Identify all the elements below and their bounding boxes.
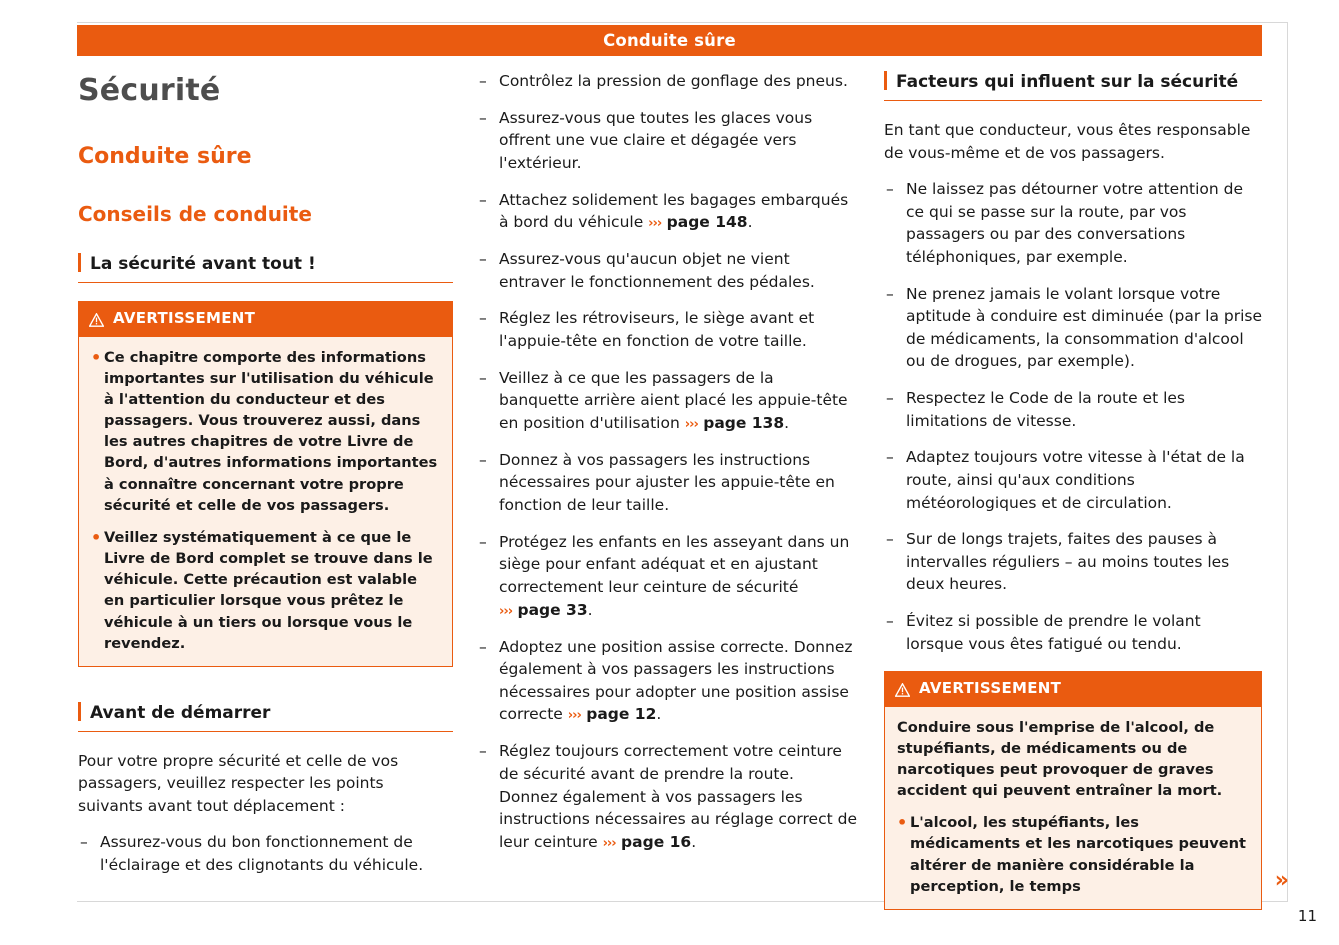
warning-triangle-icon <box>89 312 104 326</box>
checklist-col3 <box>884 178 1262 655</box>
warning-lead: Conduire sous l'emprise de l'alcool, de stupéfiants, de médicaments ou de narcotiques peut provoquer de graves accident qui peuvent entraîner la mort. <box>897 718 1223 800</box>
list-item <box>884 446 1262 514</box>
list-item-text: Adoptez une position assise correcte. Donnez également à vos passagers les instructions nécessaires pour adopter une position assise correcte <box>499 637 853 724</box>
page-number: 11 <box>1297 907 1317 925</box>
list-item: – Protégez les enfants en les asseyant dans un siège pour enfant adéquat et en ajustant correctement leur ceinture de sécurité ››› page 33. <box>477 531 857 622</box>
warning-box-header <box>885 672 1261 706</box>
list-item <box>477 449 857 517</box>
list-item-text: Donnez à vos passagers les instructions nécessaires pour ajuster les appuie-tête en fonction de leur taille. <box>499 450 835 515</box>
list-item-text: Assurez-vous qu'aucun objet ne vient entraver le fonctionnement des pédales. <box>499 250 815 291</box>
intro-paragraph-col3: En tant que conducteur, vous êtes responsable de vous-même et de vos passagers. <box>884 121 1251 162</box>
list-item <box>477 107 857 175</box>
list-item <box>78 831 453 876</box>
list-item-text: Évitez si possible de prendre le volant lorsque vous êtes fatigué ou tendu. <box>906 612 1201 653</box>
list-item: – Attachez solidement les bagages embarqués à bord du véhicule ››› page 148. <box>477 189 857 235</box>
list-item <box>884 610 1262 655</box>
list-item-text: Assurez-vous du bon fonctionnement de l'éclairage et des clignotants du véhicule. <box>100 833 424 874</box>
warning-box-body <box>79 337 452 666</box>
warning-box-header <box>79 302 452 336</box>
chevron-right-icon: ››› <box>567 708 581 724</box>
page-header-title: Conduite sûre <box>603 31 736 50</box>
page-reference[interactable]: ››› page 16 <box>602 832 692 851</box>
page-reference[interactable]: ››› page 138 <box>684 413 785 432</box>
page-reference[interactable]: ››› page 148 <box>648 213 748 232</box>
warning-item: • Veillez systématiquement à ce que le Livre de Bord complet se trouve dans le véhicule. Cette précaution est valable en particulier lorsque vous prêtez le véhicule à un tiers ou lorsque vous le revendez. <box>91 527 440 654</box>
column-three <box>884 70 1262 932</box>
heading-facteurs-securite: Facteurs qui influent sur la sécurité <box>884 70 1262 101</box>
list-item <box>477 248 857 293</box>
warning-item: • L'alcool, les stupéfiants, les médicaments et les narcotiques peuvent altérer de manière considérable la perception, le temps <box>897 812 1249 897</box>
warning-box-body <box>885 707 1261 909</box>
warning-box-label: AVERTISSEMENT <box>113 309 256 328</box>
list-item-text: Ne prenez jamais le volant lorsque votre aptitude à conduire est diminuée (par la prise de médicaments, la consommation d'alcool ou de drogues, par exemple). <box>906 284 1263 371</box>
list-item <box>477 307 857 352</box>
list-item-text: Ne laissez pas détourner votre attention de ce qui se passe sur la route, par vos passagers ou par des conversations téléphoniques, par exemple. <box>906 180 1244 266</box>
list-item <box>884 178 1262 269</box>
column-one <box>78 70 453 891</box>
page-reference[interactable]: ››› page 33 <box>499 600 588 619</box>
warning-box-chapter <box>78 301 453 666</box>
section-title-conduite-sure: Conduite sûre <box>78 143 252 169</box>
list-item: – Réglez toujours correctement votre ceinture de sécurité avant de prendre la route. Donnez également à vos passagers les instructions nécessaires au réglage correct de leur ceinture ››› page 16. <box>477 740 857 853</box>
section-title-conseils: Conseils de conduite <box>78 201 312 226</box>
page-left-margin <box>51 22 77 902</box>
intro-paragraph-col1: Pour votre propre sécurité et celle de vos passagers, veuillez respecter les points suivants avant tout déplacement : <box>78 751 399 815</box>
list-item <box>884 283 1262 374</box>
list-item-text: Veillez à ce que les passagers de la banquette arrière aient placé les appuie-tête en position d'utilisation <box>499 368 848 432</box>
page-title: Sécurité <box>78 73 221 108</box>
list-item <box>884 528 1262 596</box>
list-item: – Veillez à ce que les passagers de la banquette arrière aient placé les appuie-tête en position d'utilisation ››› page 138. <box>477 367 857 435</box>
chevron-right-icon: ››› <box>499 603 513 619</box>
list-item <box>884 387 1262 432</box>
page-header-band <box>77 25 1262 56</box>
list-item-text: Respectez le Code de la route et les limitations de vitesse. <box>906 389 1186 430</box>
column-two <box>477 70 857 868</box>
heading-securite-avant-tout: La sécurité avant tout ! <box>78 252 453 283</box>
checklist-col2 <box>477 70 857 854</box>
warning-box-alcool <box>884 671 1262 910</box>
list-item <box>477 70 857 93</box>
list-item-text: Réglez toujours correctement votre ceinture de sécurité avant de prendre la route. Donnez également à vos passagers les instructions nécessaires au réglage correct de leur ceinture <box>499 742 857 851</box>
chevron-right-icon: ››› <box>602 835 616 851</box>
list-item: – Adoptez une position assise correcte. Donnez également à vos passagers les instructions nécessaires pour adopter une position assise correcte ››› page 12. <box>477 636 857 727</box>
list-item-text: Assurez-vous que toutes les glaces vous offrent une vue claire et dégagée vers l'extérieur. <box>499 108 813 172</box>
list-item-text: Protégez les enfants en les asseyant dans un siège pour enfant adéquat et en ajustant correctement leur ceinture de sécurité <box>499 532 850 596</box>
warning-triangle-icon <box>895 682 910 696</box>
list-item-text: Sur de longs trajets, faites des pauses à intervalles réguliers – au moins toutes les deux heures. <box>906 530 1230 594</box>
chevron-right-icon: ››› <box>648 216 662 232</box>
list-item-text: Contrôlez la pression de gonflage des pneus. <box>499 72 848 90</box>
heading-avant-de-demarrer: Avant de démarrer <box>78 701 453 732</box>
warning-item: • Ce chapitre comporte des informations importantes sur l'utilisation du véhicule à l'attention du conducteur et des passagers. Vous trouverez aussi, dans les autres chapitres de votre Livre de Bord, d'autres informations importantes à connaître concernant votre propre sécurité et celle de vos passagers. <box>91 347 440 516</box>
checklist-col1 <box>78 831 453 876</box>
page-reference[interactable]: ››› page 12 <box>567 705 657 724</box>
list-item-text: Adaptez toujours votre vitesse à l'état de la route, ainsi qu'aux conditions météorologiques et de circulation. <box>906 448 1245 512</box>
warning-box-label: AVERTISSEMENT <box>919 679 1062 698</box>
list-item-text: Réglez les rétroviseurs, le siège avant et l'appuie-tête en fonction de votre taille. <box>499 309 815 350</box>
chevron-right-icon: ››› <box>684 416 698 432</box>
list-item-text: Attachez solidement les bagages embarqués à bord du véhicule <box>499 190 849 232</box>
continuation-marker: » <box>1274 868 1287 893</box>
